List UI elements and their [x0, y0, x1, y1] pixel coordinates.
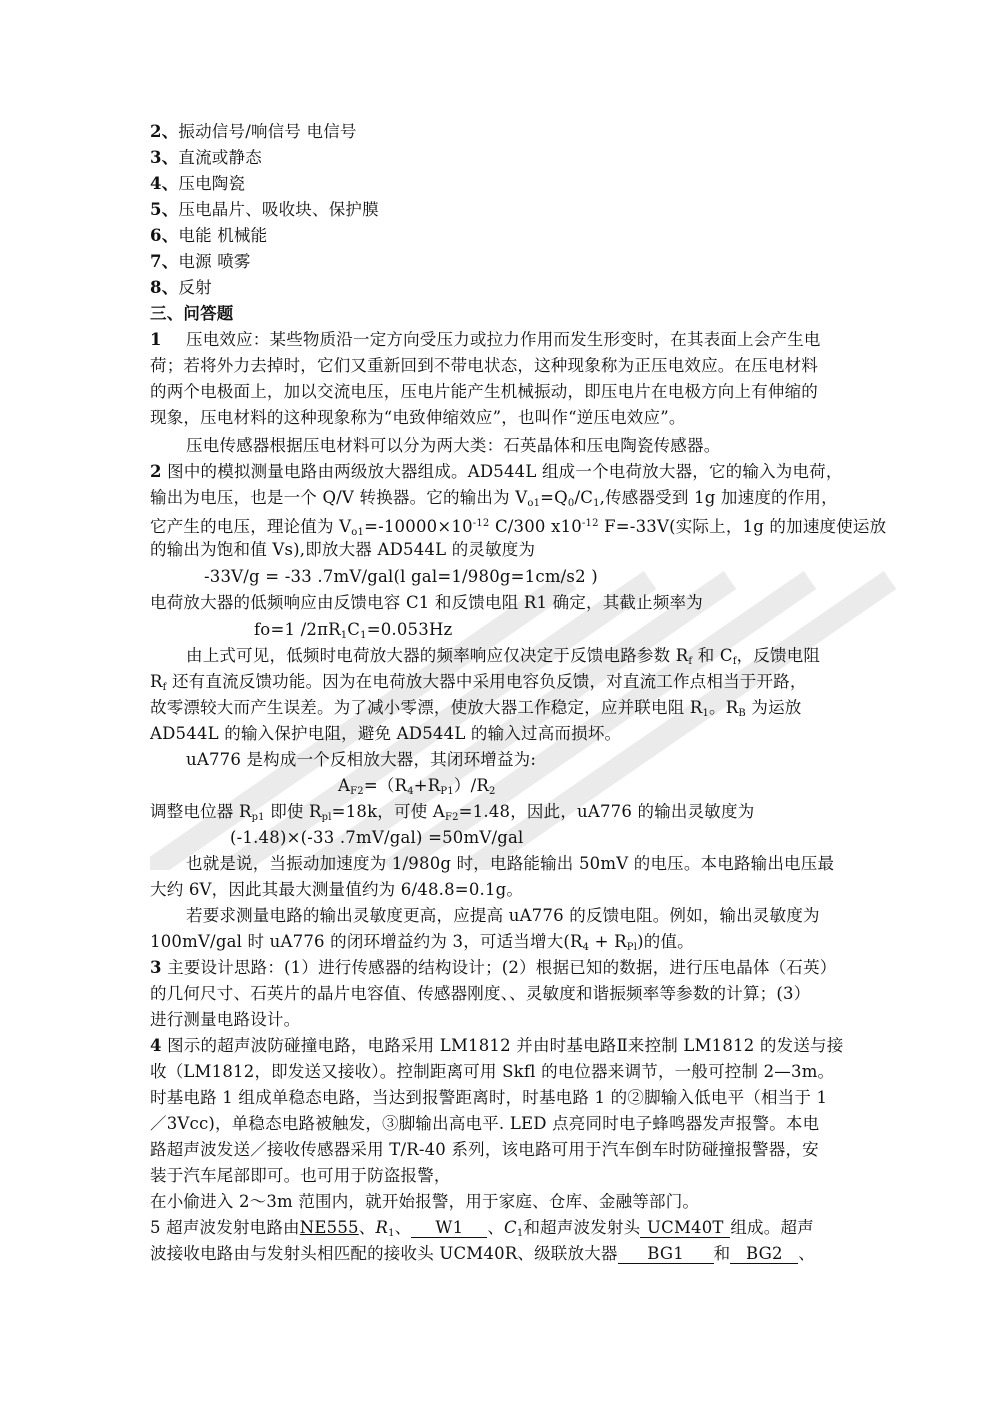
q2-line-5: 电荷放大器的低频响应由反馈电容 C1 和反馈电阻 R1 确定，其截止频率为: [150, 593, 703, 612]
q2-line-2: 输出为电压，也是一个 Q/V 转换器。它的输出为 $V_{o1}=Q_0/C_1$,传感器受到 1g 加速度的作用，: [150, 488, 838, 509]
answer-item-3: 3、直流或静态: [150, 148, 262, 167]
q1-line-1: 1 压电效应：某些物质沿一定方向受压力或拉力作用而发生形变时，在其表面上会产生电: [150, 330, 821, 349]
blank-w1: W1: [411, 1219, 487, 1238]
q1-line-5: 压电传感器根据压电材料可以分为两大类：石英晶体和压电陶瓷传感器。: [186, 436, 721, 455]
q1-line-2: 荷；若将外力去掉时，它们又重新回到不带电状态，这种现象称为正压电效应。在压电材料: [150, 356, 818, 375]
q2-line-8: 故零漂较大而产生误差。为了减小零漂，使放大器工作稳定，应并联电阻 $R_1$。$R_B$ 为运放: [150, 698, 802, 719]
q2-line-4: 的输出为饱和值 Vs),即放大器 AD544L 的灵敏度为: [150, 540, 536, 559]
q2-line-13: 大约 6V，因此其最大测量值约为 6/48.8=0.1g。: [150, 880, 524, 899]
equation-output-sensitivity: (-1.48)×(-33 .7mV/gal) =50mV/gal: [230, 828, 524, 847]
answer-item-6: 6、电能 机械能: [150, 226, 268, 245]
answer-item-5: 5、压电晶片、吸收块、保护膜: [150, 200, 379, 219]
q2-line-14: 若要求测量电路的输出灵敏度更高，应提高 uA776 的反馈电阻。例如，输出灵敏度为: [186, 906, 820, 925]
blank-bg1: BG1: [618, 1245, 714, 1264]
blank-ne555: NE555: [299, 1218, 359, 1237]
q1-line-3: 的两个电极面上，加以交流电压，压电片能产生机械振动，即压电片在电极方向上有伸缩的: [150, 382, 818, 401]
equation-sensitivity: -33V/g = -33 .7mV/gal(l gal=1/980g=1cm/s2 ): [204, 567, 598, 586]
q3-line-1: 3 主要设计思路：(1）进行传感器的结构设计；(2）根据已知的数据，进行压电晶体（石英）: [150, 958, 837, 977]
q2-line-11: 调整电位器 $R_{p1}$ 即使 $R_{pl}=18k$，可使 $A_{F2}=1.48$，因此，uA776 的输出灵敏度为: [150, 802, 755, 823]
q2-line-15: 100mV/gal 时 uA776 的闭环增益约为 3，可适当增大$(R_4 + R_{Pl})$的值。: [150, 932, 694, 953]
q4-line-5: 路超声波发送／接收传感器采用 T/R-40 系列，该电路可用于汽车倒车时防碰撞报警器，安: [150, 1140, 819, 1159]
answer-item-4: 4、压电陶瓷: [150, 174, 246, 193]
q5-line-1: 5 超声波发射电路由NE555、$R_1$、 W1 、$C_1$和超声波发射头 UCM40T 组成。超声: [150, 1218, 814, 1239]
q4-line-3: 时基电路 1 组成单稳态电路，当达到报警距离时，时基电路 1 的②脚输入低电平（相当于 1: [150, 1088, 828, 1107]
blank-bg2: BG2: [730, 1245, 798, 1264]
answer-item-8: 8、反射: [150, 278, 212, 297]
blank-ucm40t: UCM40T: [640, 1219, 730, 1238]
q4-line-6: 装于汽车尾部即可。也可用于防盗报警，: [150, 1166, 451, 1185]
q3-line-2: 的几何尺寸、石英片的晶片电容值、传感器刚度、、灵敏度和谐振频率等参数的计算；(3）: [150, 984, 811, 1003]
section-title: 三、问答题: [150, 304, 234, 323]
q3-line-3: 进行测量电路设计。: [150, 1010, 301, 1029]
q2-line-1: 2 图中的模拟测量电路由两级放大器组成。AD544L 组成一个电荷放大器，它的输入为电荷，: [150, 462, 843, 481]
q4-line-2: 收（LM1812，即发送又接收）。控制距离可用 Skfl 的电位器来调节，一般可控制 2—3m。: [150, 1062, 835, 1081]
q4-line-4: ／3Vcc)，单稳态电路被触发，③脚输出高电平. LED 点亮同时电子蜂鸣器发声报警。本电: [150, 1114, 820, 1133]
q2-line-6: 由上式可见，低频时电荷放大器的频率响应仅决定于反馈电路参数 $R_f$ 和 $C_f$，反馈电阻: [186, 646, 821, 667]
q2-line-12: 也就是说，当振动加速度为 1/980g 时，电路能输出 50mV 的电压。本电路输出电压最: [186, 854, 835, 873]
q2-line-10: uA776 是构成一个反相放大器，其闭环增益为:: [186, 750, 537, 769]
q2-line-7: $R_f$ 还有直流反馈功能。因为在电荷放大器中采用电容负反馈，对直流工作点相当于开路，: [150, 672, 807, 693]
q2-line-9: AD544L 的输入保护电阻，避免 AD544L 的输入过高而损坏。: [150, 724, 622, 743]
equation-gain: $A_{F2}=(R_4+R_{P1})/R_2$: [338, 776, 496, 797]
q4-line-7: 在小偷进入 2～3m 范围内，就开始报警，用于家庭、仓库、金融等部门。: [150, 1192, 700, 1211]
answer-item-2: 2、振动信号/响信号 电信号: [150, 122, 357, 141]
equation-cutoff: fo=1 $/2\pi R_1C_1=0.053Hz$: [254, 620, 453, 641]
q4-line-1: 4 图示的超声波防碰撞电路，电路采用 LM1812 并由时基电路Ⅱ来控制 LM1812 的发送与接: [150, 1036, 844, 1055]
q2-line-3: 它产生的电压，理论值为 $V_{o1}=-10000\times 10^{-12}$ C/300 $x10^{-12}$ F=-33V(实际上，1g 的加速度使运放: [150, 517, 887, 538]
q1-line-4: 现象，压电材料的这种现象称为“电致伸缩效应”，也叫作“逆压电效应”。: [150, 408, 686, 427]
q5-line-2: 波接收电路由与发射头相匹配的接收头 UCM40R、级联放大器 BG1 和 BG2 、: [150, 1244, 815, 1263]
answer-item-7: 7、电源 喷雾: [150, 252, 251, 271]
